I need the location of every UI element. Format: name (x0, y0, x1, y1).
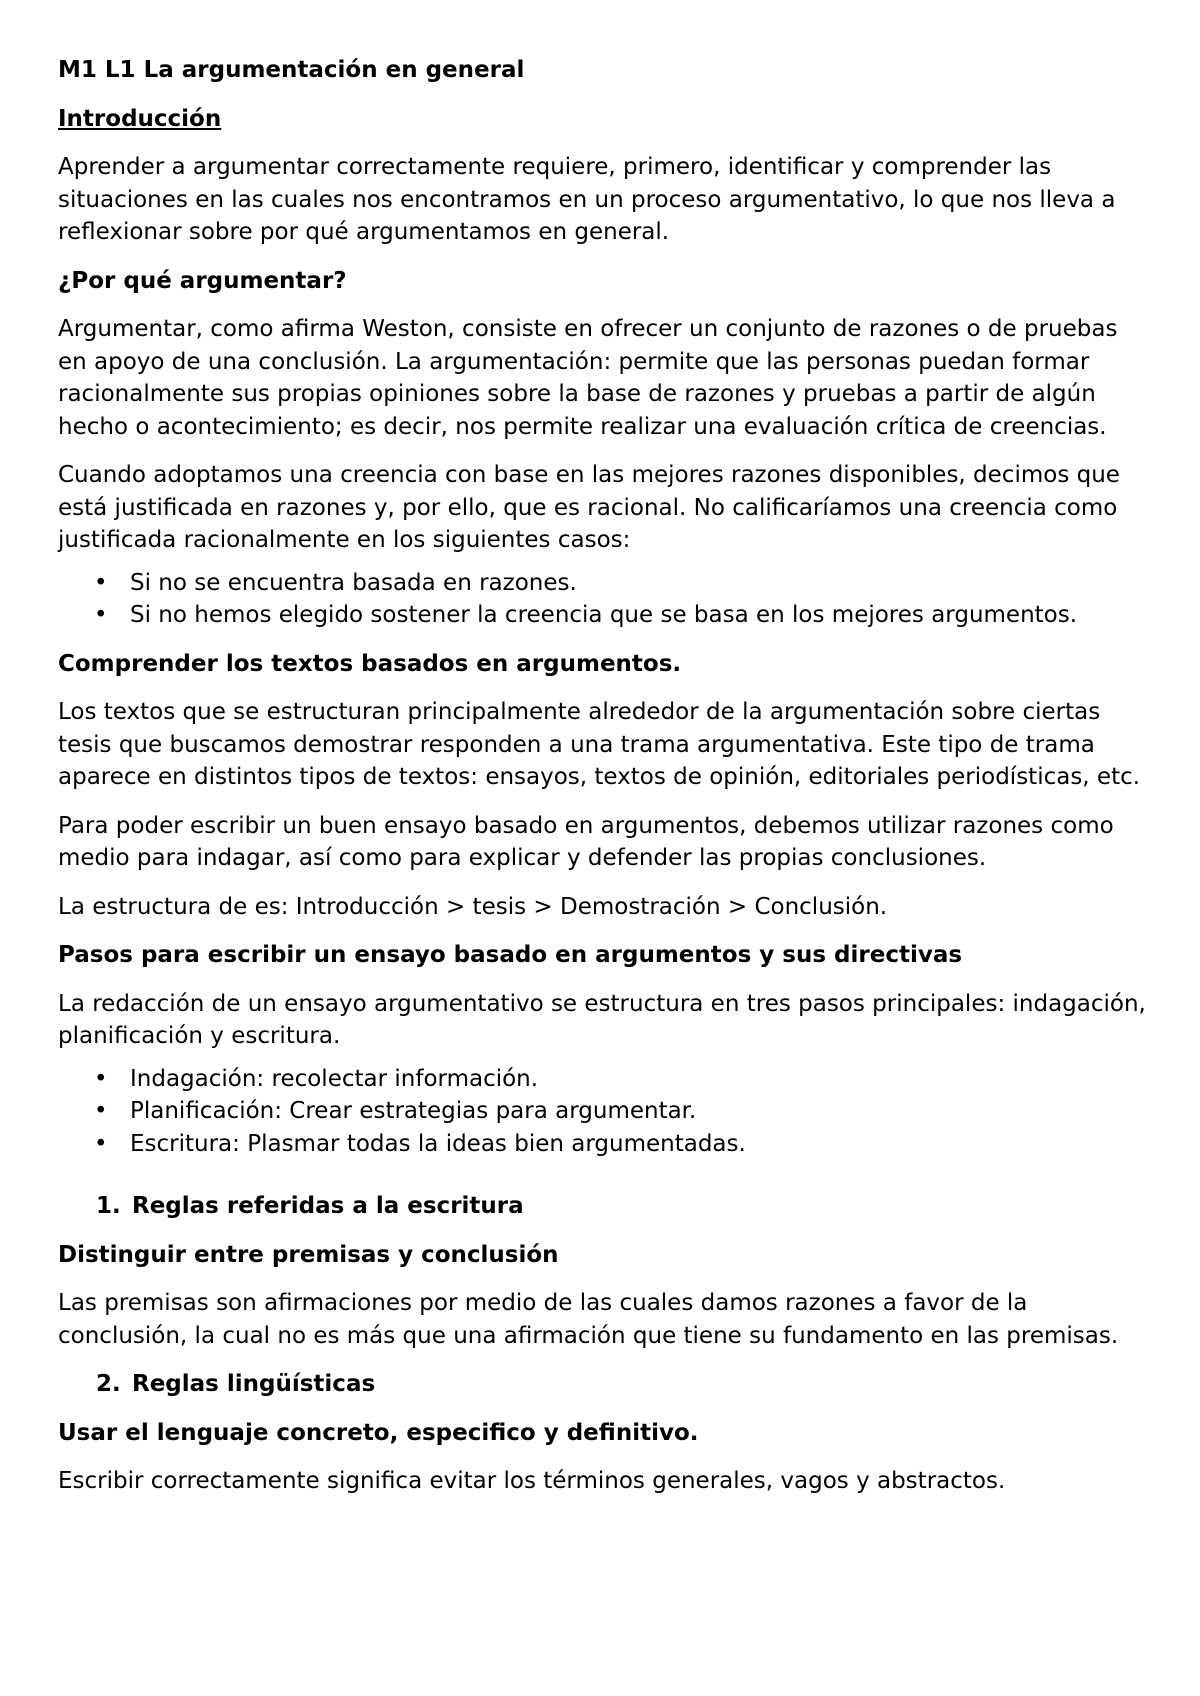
why-paragraph-1: Argumentar, como afirma Weston, consiste en ofrecer un conjunto de razones o de pruebas en apoyo de una conclusión. La argumentación: permite que las personas puedan formar racionalmente sus propias opiniones sobre la base de razones y pruebas a partir de algún hecho o acontecimiento; es decir, nos permite realizar una evaluación crítica de creencias. (58, 316, 1118, 440)
intro-heading (58, 103, 1148, 136)
comprehend-paragraph-1: Los textos que se estructuran principalmente alrededor de la argumentación sobre ciertas tesis que buscamos demostrar responden a una trama argumentativa. Este tipo de trama aparece en distintos tipos de textos: ensayos, textos de opinión, editoriales periodísticas, etc. (58, 699, 1141, 790)
list-item-text: Indagación: recolectar información. (130, 1065, 539, 1092)
document-page (58, 54, 1148, 1514)
list-item-text: Si no hemos elegido sostener la creencia que se basa en los mejores argumentos. (130, 602, 1078, 628)
list-item-text: Si no se encuentra basada en razones. (130, 569, 577, 596)
rule2-heading (58, 1368, 1148, 1401)
language-heading: Usar el lenguaje concreto, especifico y definitivo. (58, 1419, 699, 1446)
list-item-text: Planificación: Crear estrategias para argumentar. (130, 1098, 697, 1124)
comprehend-heading: Comprender los textos basados en argumentos. (58, 650, 682, 677)
bullet-icon: • (94, 569, 108, 596)
steps-paragraph: La redacción de un ensayo argumentativo se estructura en tres pasos principales: indagación, planificación y escritura. (58, 990, 1146, 1049)
distinguish-paragraph: Las premisas son afirmaciones por medio de las cuales damos razones a favor de la conclusión, la cual no es más que una afirmación que tiene su fundamento en las premisas. (58, 1290, 1119, 1349)
spacer (58, 1176, 1148, 1190)
bullet-icon: • (94, 602, 108, 628)
list-item (94, 1063, 1148, 1096)
intro-paragraph: Aprender a argumentar correctamente requiere, primero, identificar y comprender las situaciones en las cuales nos encontramos en un proceso argumentativo, lo que nos lleva a reflexionar sobre por qué argumentamos en general. (58, 154, 1116, 245)
bullet-icon: • (94, 1098, 108, 1124)
why-paragraph-2: Cuando adoptamos una creencia con base en las mejores razones disponibles, decimos que está justificada en razones y, por ello, que es racional. No calificaríamos una creencia como justificada racionalmente en los siguientes casos: (58, 462, 1120, 553)
rule2-number: 2. (96, 1371, 121, 1397)
comprehend-paragraph-2: Para poder escribir un buen ensayo basado en argumentos, debemos utilizar razones como medio para indagar, así como para explicar y defender las propias conclusiones. (58, 812, 1114, 871)
list-item (94, 1128, 1148, 1161)
rule2-heading-text: Reglas lingüísticas (132, 1371, 376, 1397)
list-item (94, 599, 1148, 632)
list-item (94, 567, 1148, 600)
rule1-number: 1. (96, 1193, 121, 1219)
steps-heading: Pasos para escribir un ensayo basado en argumentos y sus directivas (58, 942, 963, 968)
list-item (94, 1095, 1148, 1128)
rule1-heading (58, 1190, 1148, 1223)
steps-bullet-list (58, 1063, 1148, 1161)
comprehend-paragraph-3: La estructura de es: Introducción > tesis > Demostración > Conclusión. (58, 893, 888, 920)
bullet-icon: • (94, 1065, 108, 1092)
distinguish-heading: Distinguir entre premisas y conclusión (58, 1241, 559, 1268)
why-bullet-list (58, 567, 1148, 632)
why-heading: ¿Por qué argumentar? (58, 267, 347, 294)
document-title: M1 L1 La argumentación en general (58, 57, 525, 83)
language-paragraph: Escribir correctamente significa evitar los términos generales, vagos y abstractos. (58, 1468, 1006, 1494)
intro-heading-text: Introducción (58, 105, 222, 132)
rule1-heading-text: Reglas referidas a la escritura (132, 1193, 524, 1219)
list-item-text: Escritura: Plasmar todas la ideas bien argumentadas. (130, 1130, 746, 1157)
bullet-icon: • (94, 1130, 108, 1157)
